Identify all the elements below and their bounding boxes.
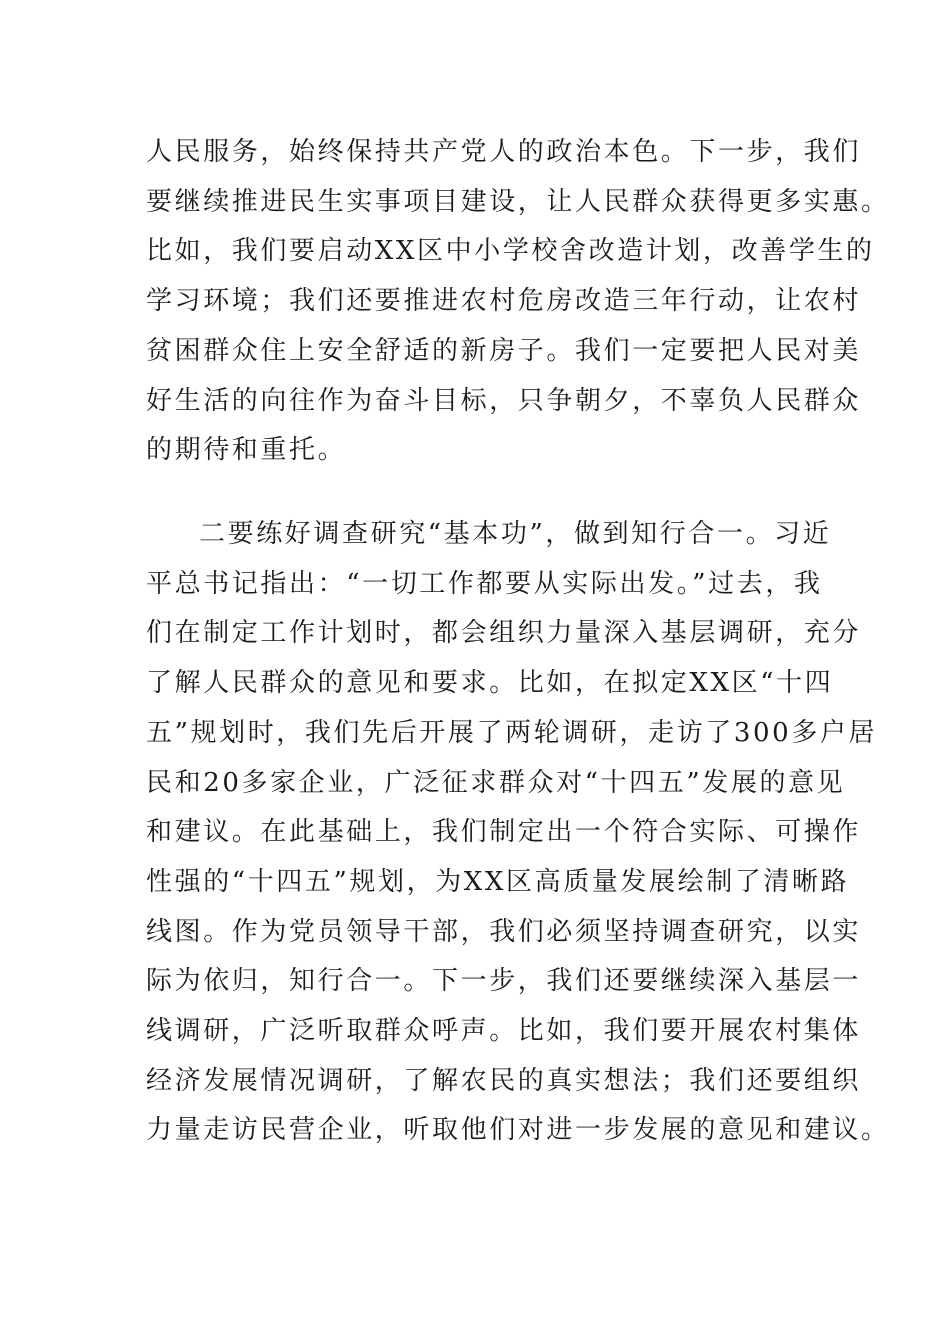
text-line: 的期待和重托。	[146, 435, 347, 466]
text-line: 际为依归，知行合一。下一步，我们还要继续深入基层一	[146, 966, 862, 997]
text-line: 学习环境；我们还要推进农村危房改造三年行动，让农村	[146, 286, 862, 317]
text-line-indented: 二要练好调查研究“基本功”，做到知行合一。习近	[199, 519, 832, 549]
text-line: 民和20多家企业，广泛征求群众对“十四五”发展的意见	[146, 767, 846, 798]
text-line: 线调研，广泛听取群众呼声。比如，我们要开展农村集体	[146, 1016, 862, 1047]
text-line: 和建议。在此基础上，我们制定出一个符合实际、可操作	[146, 817, 862, 848]
text-line: 好生活的向往作为奋斗目标，只争朝夕，不辜负人民群众	[146, 385, 862, 416]
text-line: 五”规划时，我们先后开展了两轮调研，走访了300多户居	[146, 717, 878, 748]
text-line: 性强的“十四五”规划，为XX区高质量发展绘制了清晰路	[146, 866, 850, 897]
text-line: 线图。作为党员领导干部，我们必须坚持调查研究，以实	[146, 916, 862, 947]
text-line: 了解人民群众的意见和要求。比如，在拟定XX区“十四	[146, 668, 834, 699]
text-line: 比如，我们要启动XX区中小学校舍改造计划，改善学生的	[146, 236, 875, 267]
text-line: 平总书记指出：“一切工作都要从实际出发。”过去，我	[146, 568, 823, 599]
paragraph-2	[146, 510, 890, 1156]
text-line: 贫困群众住上安全舒适的新房子。我们一定要把人民对美	[146, 335, 862, 366]
text-line: 人民服务，始终保持共产党人的政治本色。下一步，我们	[146, 137, 862, 167]
paragraph-1	[146, 128, 890, 476]
text-line: 力量走访民营企业，听取他们对进一步发展的意见和建议。	[146, 1115, 890, 1146]
text-line: 要继续推进民生实事项目建设，让人民群众获得更多实惠。	[146, 186, 890, 217]
text-line: 经济发展情况调研，了解农民的真实想法；我们还要组织	[146, 1065, 862, 1096]
text-line: 们在制定工作计划时，都会组织力量深入基层调研，充分	[146, 618, 862, 649]
